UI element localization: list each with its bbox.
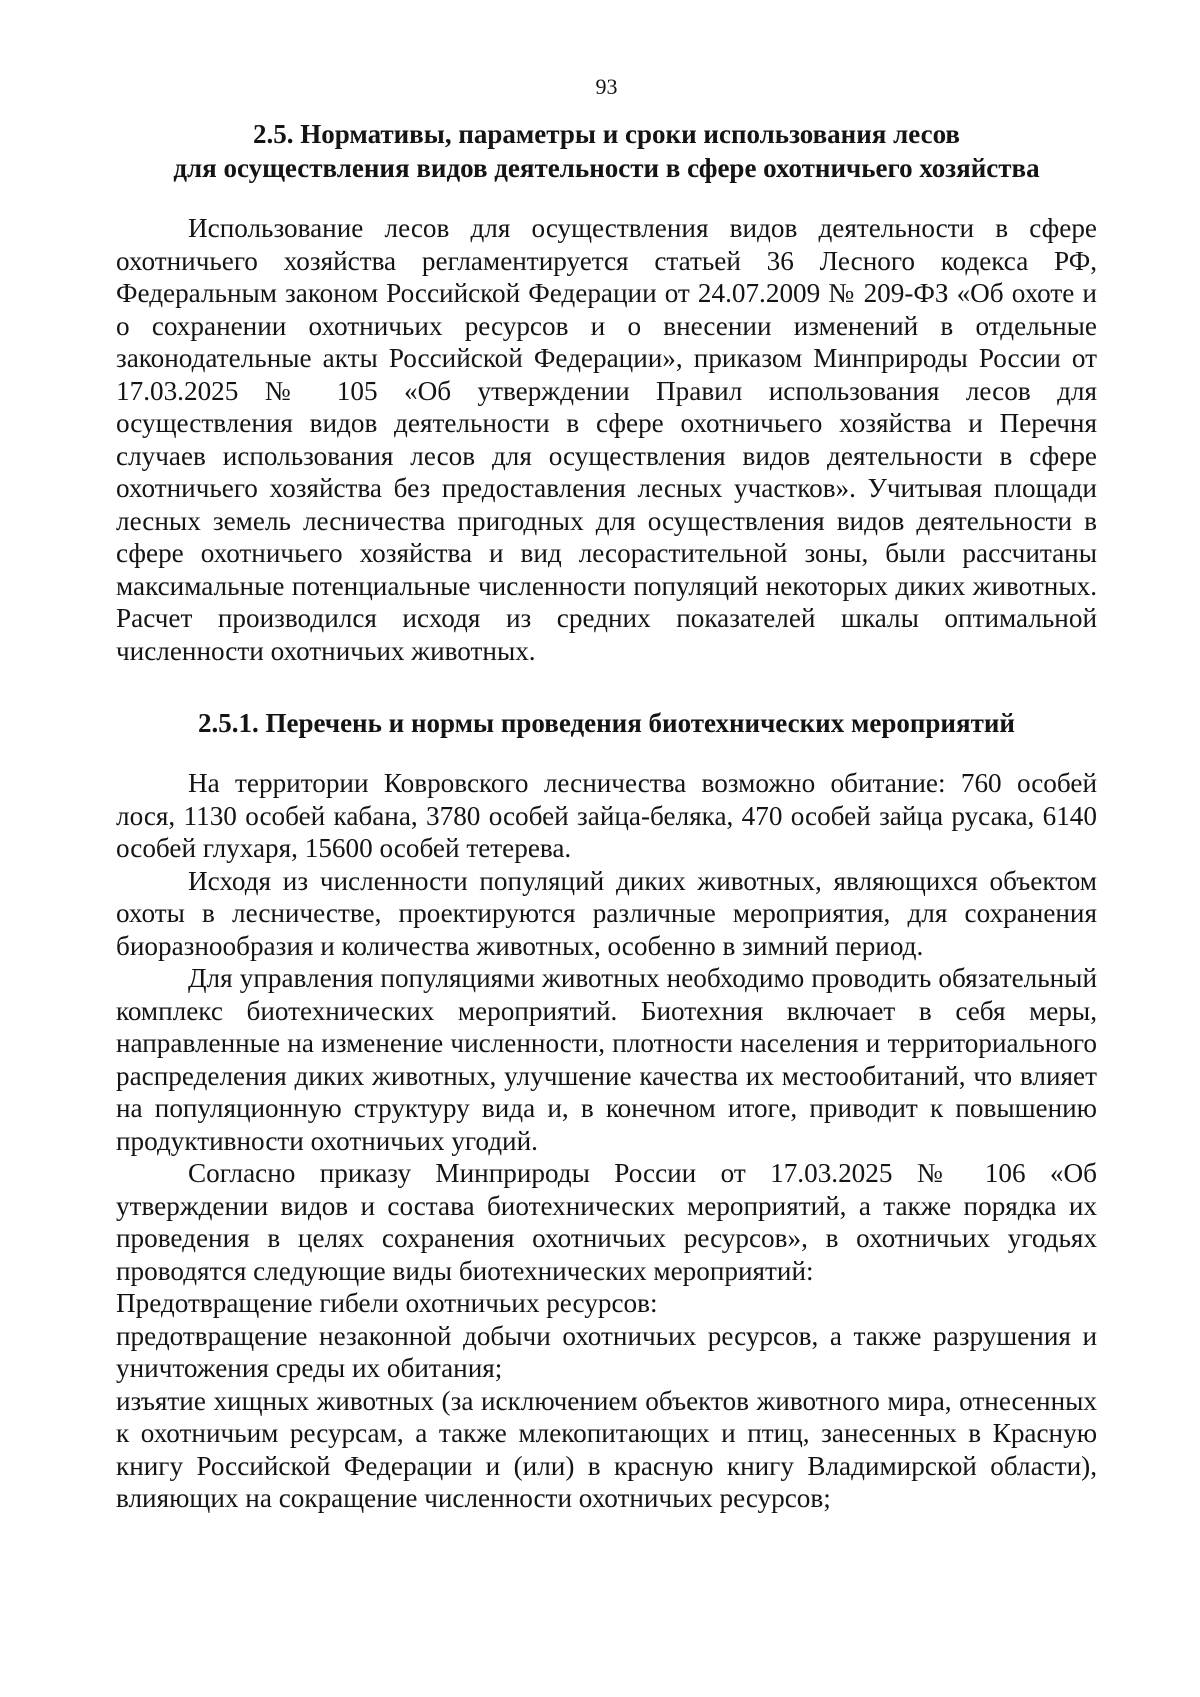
list-item: предотвращение незаконной добычи охотничьих ресурсов, а также разрушения и уничтожения среды их обитания; — [116, 1320, 1097, 1383]
paragraph: Согласно приказу Минприроды России от 17.03.2025 № 106 «Об утверждении видов и состава биотехнических мероприятий, а также порядка их проведения в целях сохранения охотничьих ресурсов», в охотничьих угодьях проводятся следующие виды биотехнических мероприятий: — [116, 1158, 1097, 1286]
list-item: изъятие хищных животных (за исключением объектов животного мира, отнесенных к охотничьим ресурсам, а также млекопитающих и птиц, занесенных в Красную книгу Российской Федерации и (или) в красную книгу Владимирской области), влияющих на сокращение численности охотничьих ресурсов; — [116, 1385, 1097, 1513]
paragraph: На территории Ковровского лесничества возможно обитание: 760 особей лося, 1130 особей кабана, 3780 особей зайца-беляка, 470 особей зайца русака, 6140 особей глухаря, 15600 особей тетерева. — [116, 768, 1097, 863]
section-title — [116, 117, 1097, 185]
paragraph: Исходя из численности популяций диких животных, являющихся объектом охоты в лесничестве, проектируются различные мероприятия, для сохранения биоразнообразия и количества животных, особенно в зимний период. — [116, 865, 1097, 961]
section-title-line-1: 2.5. Нормативы, параметры и сроки использования лесов — [253, 119, 960, 149]
paragraph: Использование лесов для осуществления видов деятельности в сфере охотничьего хозяйства регламентируется статьей 36 Лесного кодекса РФ, Федеральным законом Российской Федерации от 24.07.2009 № 209-ФЗ «Об охоте и о сохранении охотничьих ресурсов и о внесении изменений в отдельные законодательные акты Российской Федерации», приказом Минприроды России от 17.03.2025 № 105 «Об утверждении Правил использования лесов для осуществления видов деятельности в сфере охотничьего хозяйства и Перечня случаев использования лесов для осуществления видов деятельности в сфере охотничьего хозяйства без предоставления лесных участков». Учитывая площади лесных земель лесничества пригодных для осуществления видов деятельности в сфере охотничьего хозяйства и вид лесорастительной зоны, были рассчитаны максимальные потенциальные численности популяций некоторых диких животных. Расчет производился исходя из средних показателей шкалы оптимальной численности охотничьих животных. — [116, 213, 1097, 666]
list-heading: Предотвращение гибели охотничьих ресурсов: — [116, 1288, 658, 1318]
section-title-line-2: для осуществления видов деятельности в сфере охотничьего хозяйства — [173, 153, 1040, 183]
page-number: 93 — [595, 74, 618, 99]
subsection-body — [116, 767, 1097, 1515]
section-body — [116, 212, 1097, 667]
subsection-title: 2.5.1. Перечень и нормы проведения биотехнических мероприятий — [198, 708, 1015, 738]
paragraph: Для управления популяциями животных необходимо проводить обязательный комплекс биотехнических мероприятий. Биотехния включает в себя меры, направленные на изменение численности, плотности населения и территориального распределения диких животных, улучшение качества их местообитаний, что влияет на популяционную структуру вида и, в конечном итоге, приводит к повышению продуктивности охотничьих угодий. — [116, 963, 1097, 1156]
